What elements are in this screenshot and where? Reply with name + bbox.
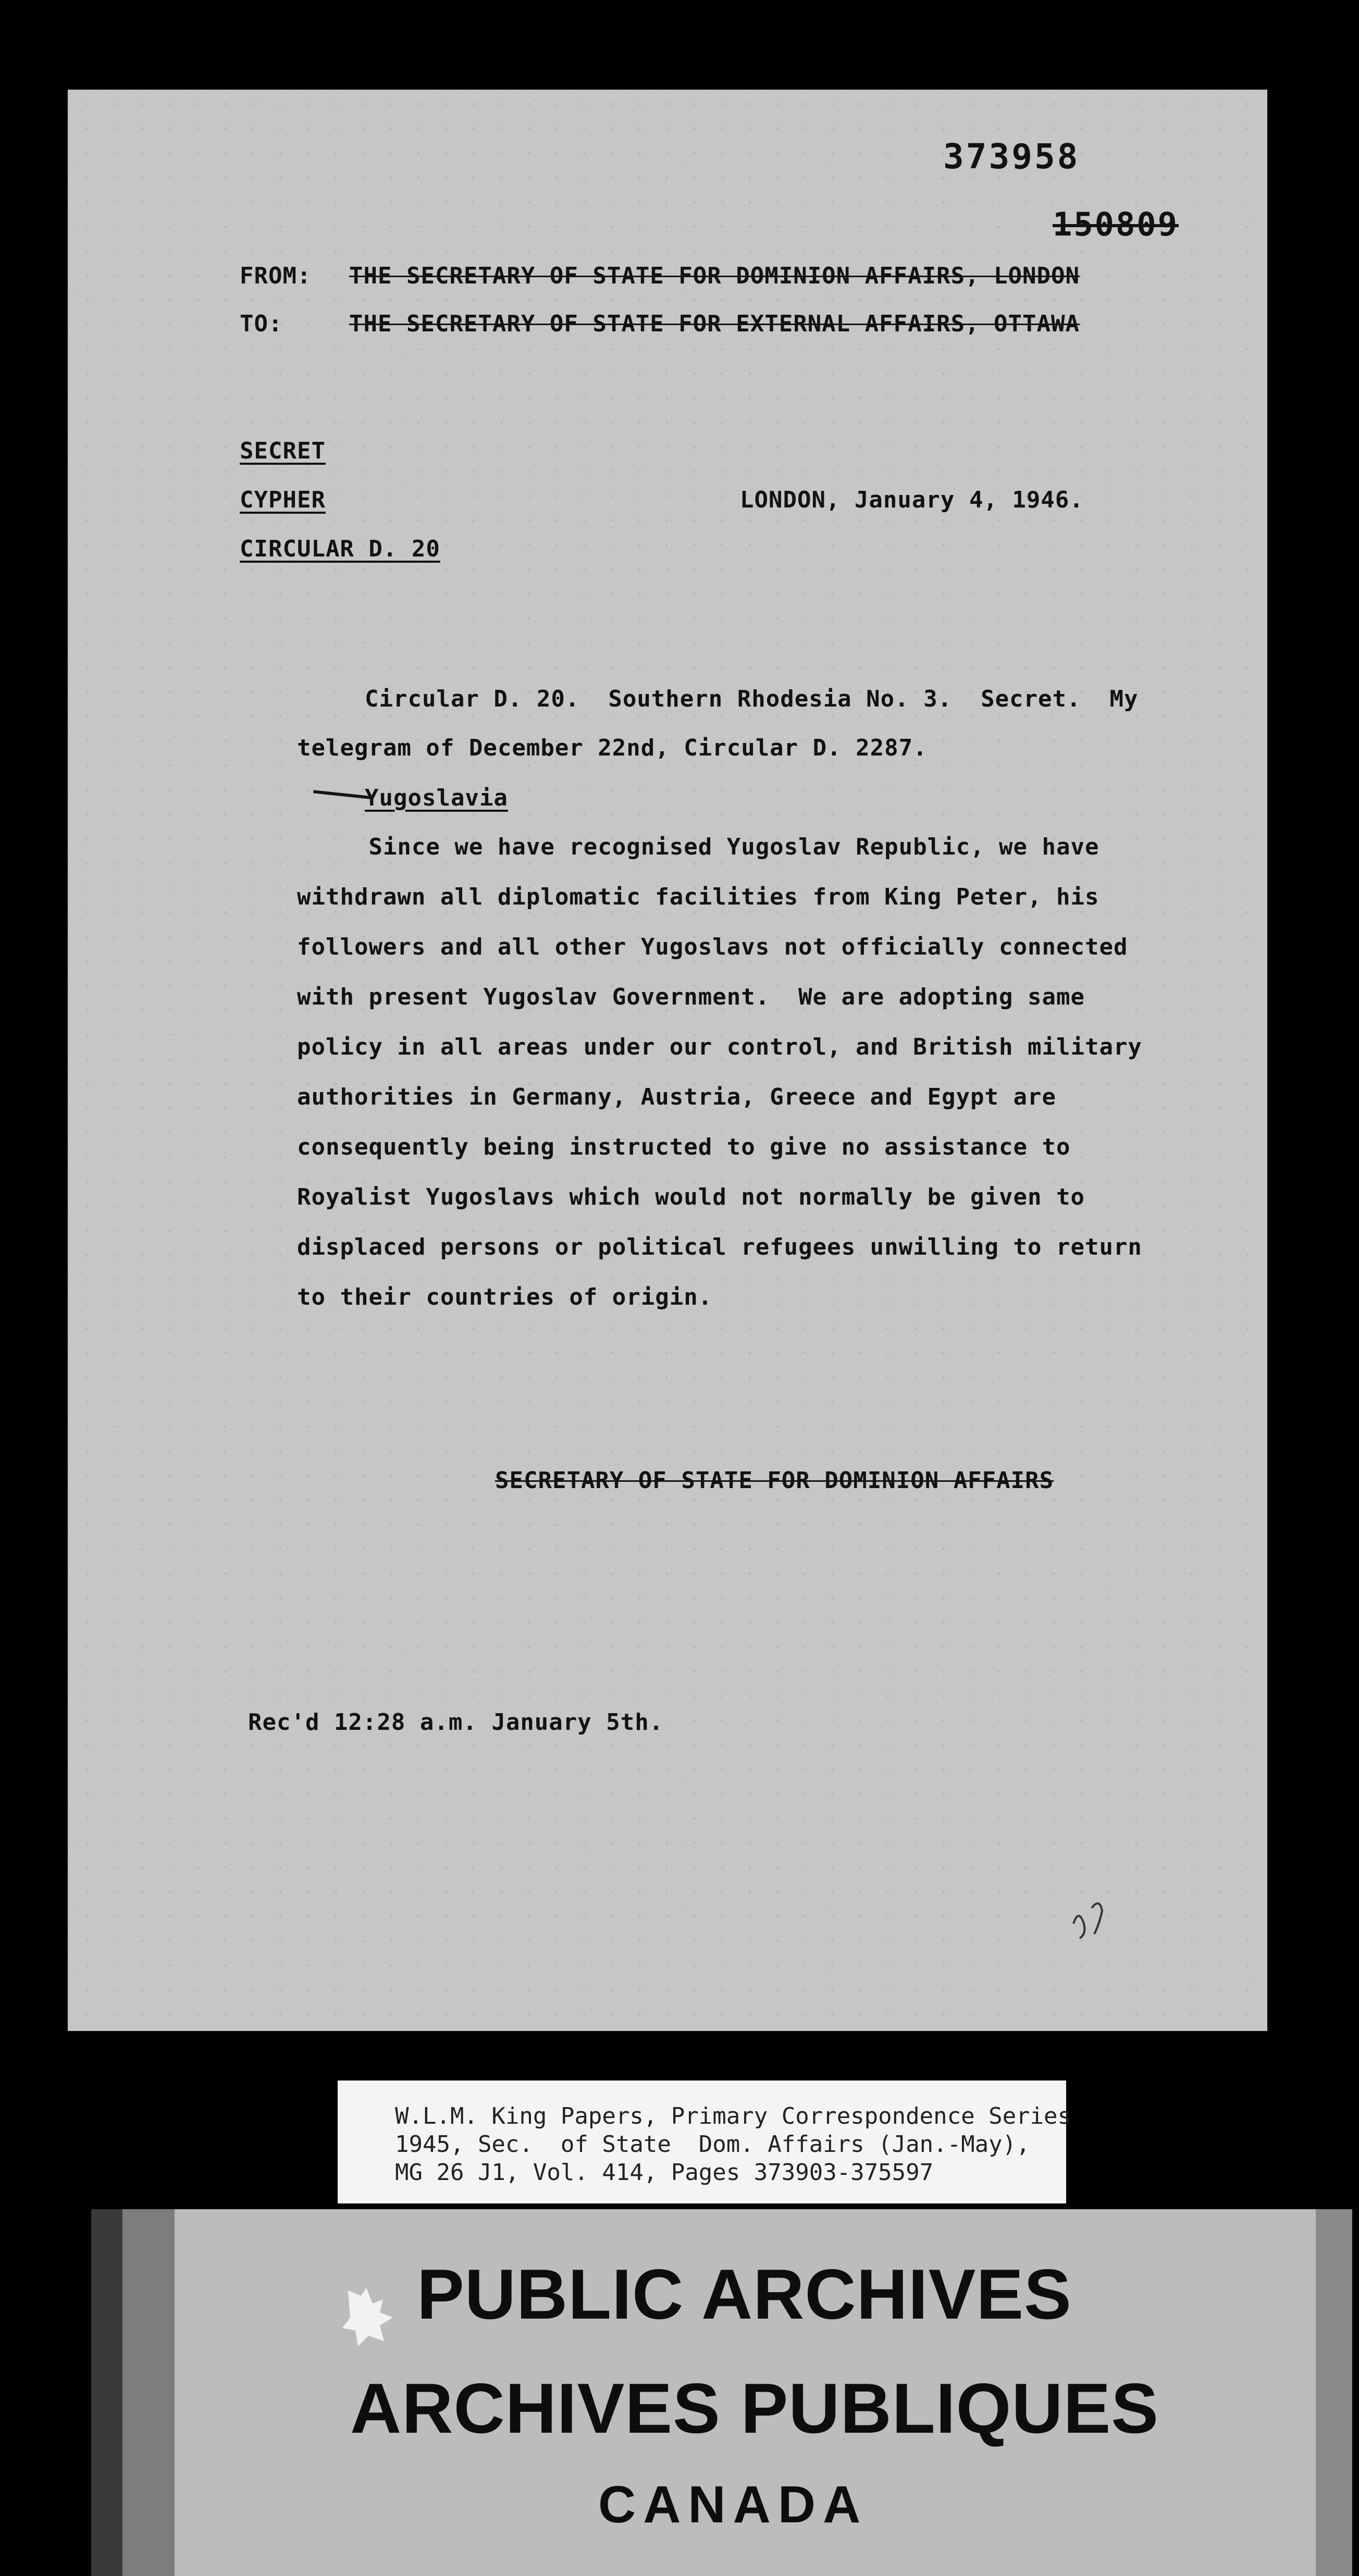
paragraph-line: Since we have recognised Yugoslav Republic, we have	[297, 834, 1099, 860]
classification-circular: CIRCULAR D. 20	[240, 536, 440, 562]
paragraph-line: to their countries of origin.	[297, 1284, 713, 1310]
dateline: LONDON, January 4, 1946.	[740, 487, 1084, 513]
paragraph-line: displaced persons or political refugees unwilling to return	[297, 1234, 1142, 1260]
to-label: TO:	[240, 311, 283, 337]
signature-line: SECRETARY OF STATE FOR DOMINION AFFAIRS	[495, 1467, 1054, 1494]
caption-line: 1945, Sec. of State Dom. Affairs (Jan.-May),	[395, 2131, 1030, 2158]
to-value: THE SECRETARY OF STATE FOR EXTERNAL AFFAIRS, OTTAWA	[349, 311, 1080, 337]
handwritten-initials-icon	[1068, 1892, 1115, 1945]
paragraph-line: followers and all other Yugoslavs not officially connected	[297, 934, 1128, 960]
paragraph-line: consequently being instructed to give no assistance to	[297, 1134, 1071, 1160]
classification-cypher: CYPHER	[240, 487, 326, 513]
section-heading: Yugoslavia	[365, 785, 508, 811]
classification-secret: SECRET	[240, 438, 326, 464]
intro-line-2: telegram of December 22nd, Circular D. 2287.	[297, 735, 928, 761]
paragraph-line: policy in all areas under our control, and British military	[297, 1034, 1142, 1060]
document-page	[68, 90, 1267, 2031]
received-note: Rec'd 12:28 a.m. January 5th.	[248, 1709, 664, 1736]
intro-line-1: Circular D. 20. Southern Rhodesia No. 3. Secret. My	[365, 686, 1139, 712]
document-number: 373958	[943, 137, 1080, 177]
caption-line: W.L.M. King Papers, Primary Correspondence Series	[395, 2103, 1072, 2129]
paragraph-line: with present Yugoslav Government. We are adopting same	[297, 984, 1085, 1010]
stamp-line-1: PUBLIC ARCHIVES	[417, 2255, 1072, 2334]
stamp-line-2: ARCHIVES PUBLIQUES	[350, 2369, 1159, 2448]
caption-line: MG 26 J1, Vol. 414, Pages 373903-375597	[395, 2159, 934, 2186]
paragraph-line: Royalist Yugoslavs which would not normally be given to	[297, 1184, 1085, 1210]
handwritten-mark-icon	[312, 790, 370, 809]
old-document-number: 150809	[1053, 205, 1179, 243]
stamp-line-3: CANADA	[598, 2475, 868, 2534]
paragraph-line: authorities in Germany, Austria, Greece and Egypt are	[297, 1084, 1056, 1110]
paragraph-line: withdrawn all diplomatic facilities from King Peter, his	[297, 884, 1099, 910]
archive-caption	[338, 2080, 1072, 2203]
from-label: FROM:	[240, 263, 312, 289]
maple-leaf-icon	[338, 2280, 416, 2358]
from-value: THE SECRETARY OF STATE FOR DOMINION AFFAIRS, LONDON	[349, 263, 1080, 289]
